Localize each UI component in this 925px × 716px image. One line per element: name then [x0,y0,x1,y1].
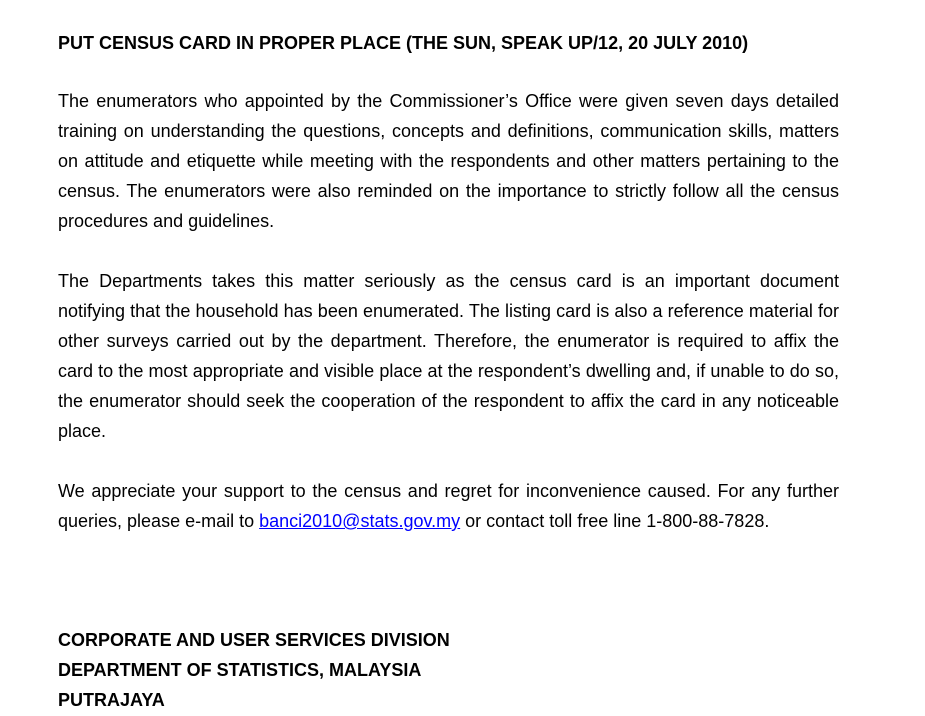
paragraph-contact [58,476,839,536]
contact-text-after-link: or contact toll free line 1-800-88-7828. [460,511,770,531]
paragraph-training: The enumerators who appointed by the Commissioner’s Office were given seven days detailed training on understanding the questions, concepts and definitions, communication skills, matters on attitude and etiquette while meeting with the respondents and other matters pertaining to the census. The enumerators were also reminded on the importance to strictly follow all the census procedures and guidelines. [58,91,839,231]
email-link[interactable]: banci2010@stats.gov.my [259,511,461,531]
signature-department: DEPARTMENT OF STATISTICS, MALAYSIA [58,660,422,680]
contact-text-before-link: We appreciate your support to the census and regret for inconvenience caused. For any further queries, please e-mail to [58,481,839,531]
document-title: PUT CENSUS CARD IN PROPER PLACE (THE SUN, SPEAK UP/12, 20 JULY 2010) [58,33,749,53]
signature-division: CORPORATE AND USER SERVICES DIVISION [58,630,450,650]
paragraph-census-card: The Departments takes this matter seriously as the census card is an important document notifying that the household has been enumerated. The listing card is also a reference material for other surveys carried out by the department. Therefore, the enumerator is required to affix the card to the most appropriate and visible place at the respondent’s dwelling and, if unable to do so, the enumerator should seek the cooperation of the respondent to affix the card in any noticeable place. [58,271,839,441]
signature-location: PUTRAJAYA [58,690,165,710]
